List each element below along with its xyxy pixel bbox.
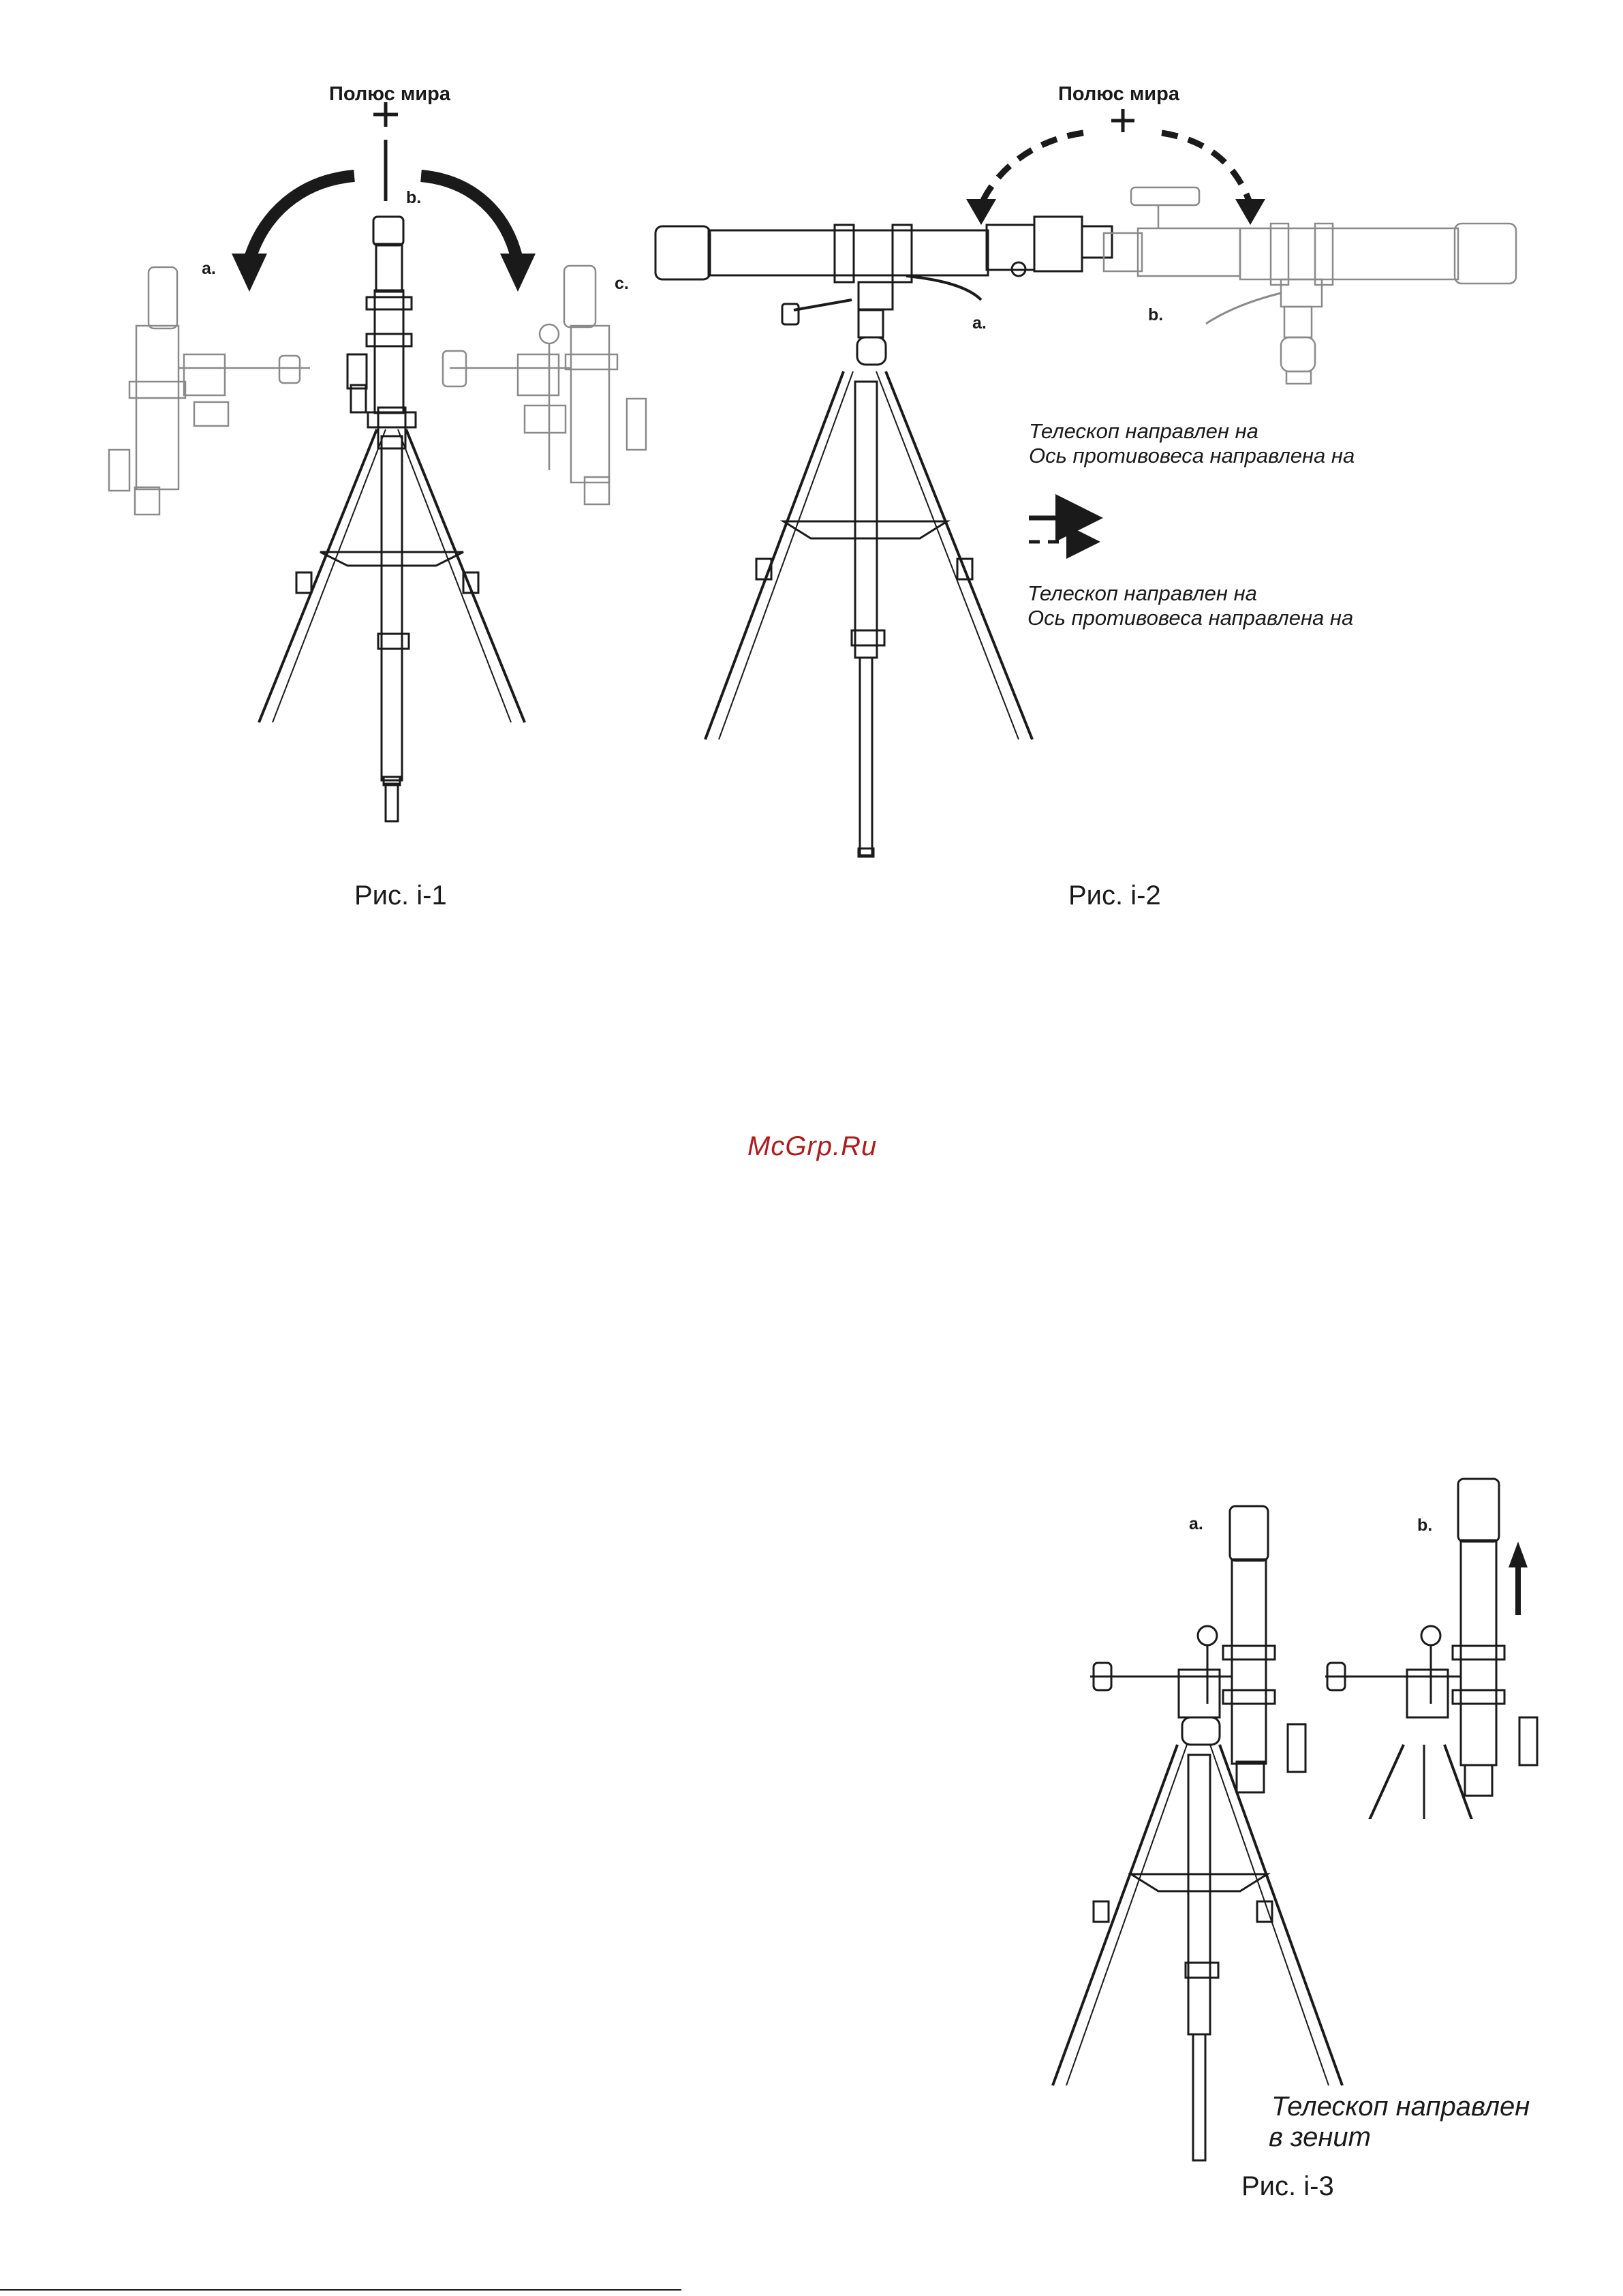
fig1-label-b: b. <box>406 188 422 207</box>
fig2-pole-label: Полюс мира <box>1058 83 1179 105</box>
legend-dashed-line1: Телескоп направлен на <box>1027 581 1257 605</box>
watermark-text: McGrp.Ru <box>747 1131 878 1161</box>
fig3-note-line2: в зенит <box>1269 2122 1371 2152</box>
fig3-caption: Рис. i-3 <box>1241 2171 1334 2201</box>
fig3-label-b: b. <box>1417 1516 1433 1535</box>
fig1-caption: Рис. i-1 <box>354 881 447 910</box>
fig1-pole-label: Полюс мира <box>329 83 450 105</box>
fig2-dashed-arrow-right-icon <box>1162 133 1250 204</box>
legend-solid-line2: Ось противовеса направлена на <box>1029 444 1355 468</box>
figure-i3-drawing <box>1053 1479 1537 2160</box>
fig2-caption: Рис. i-2 <box>1068 881 1161 910</box>
fig2-label-b: b. <box>1148 305 1164 324</box>
fig3-note-line1: Телескоп направлен <box>1271 2092 1530 2122</box>
legend-dashed-line2: Ось противовеса направлена на <box>1027 606 1354 630</box>
fig1-label-c: c. <box>615 274 629 293</box>
fig1-pole-cross-icon <box>373 102 398 127</box>
fig2-tripod <box>705 371 1032 857</box>
fig2-pole-cross-icon <box>1111 109 1134 132</box>
fig3-telescope-a <box>1090 1506 1305 1792</box>
fig3-label-a: a. <box>1189 1514 1203 1533</box>
fig2-label-a: a. <box>972 313 987 333</box>
figure-i1-drawing <box>109 102 646 821</box>
fig1-arrow-left-icon <box>249 176 354 262</box>
fig1-ghost-telescope-c <box>443 266 646 504</box>
fig1-tripod <box>259 429 525 821</box>
fig1-ghost-telescope-a <box>109 267 310 515</box>
fig1-arrow-right-icon <box>421 176 518 262</box>
fig3-up-arrow-icon <box>1509 1542 1528 1615</box>
fig1-label-a: a. <box>202 259 216 278</box>
fig1-telescope-b <box>347 217 416 448</box>
fig2-telescope-a <box>655 217 1112 365</box>
legend-solid-line1: Телескоп направлен на <box>1029 419 1258 443</box>
figure-i2-drawing <box>655 109 1516 857</box>
fig2-ghost-telescope-b <box>1104 187 1516 384</box>
fig2-dashed-arrow-left-icon <box>981 133 1083 204</box>
